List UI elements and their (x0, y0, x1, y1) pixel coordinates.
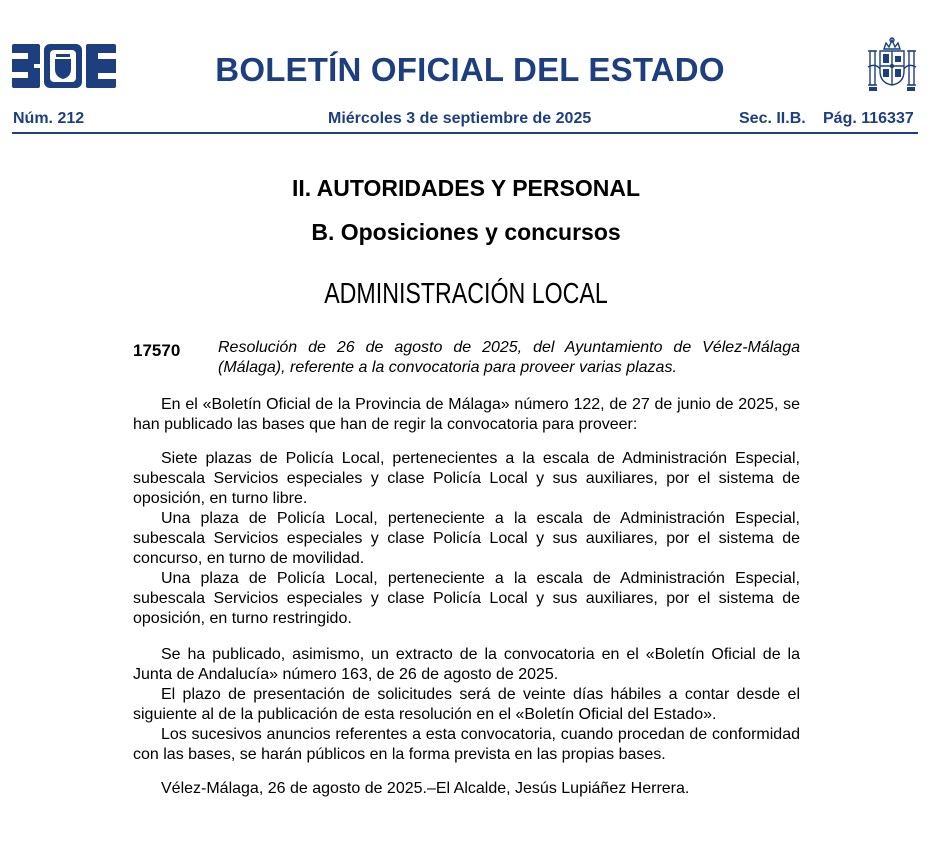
page-number: Pág. 116337 (823, 110, 914, 127)
paragraph-plaza-2: Una plaza de Policía Local, perteneciente a la escala de Administración Especial, subescala Servicios especiales y clase Policía Local y sus auxiliares, por el sistema de concurso, en turno de movilidad. (133, 510, 800, 567)
boe-logo-text: BOE (64, 104, 67, 105)
header-divider (12, 132, 918, 134)
administration-heading: ADMINISTRACIÓN LOCAL (324, 278, 608, 310)
resolution-title: Resolución de 26 de agosto de 2025, del Ayuntamiento de Vélez-Málaga (Málaga), referente a la convocatoria para proveer varias plazas. (218, 339, 800, 376)
boe-logo (12, 44, 116, 105)
masthead-title: BOLETÍN OFICIAL DEL ESTADO (215, 51, 725, 88)
subsection-heading: B. Oposiciones y concursos (311, 219, 621, 245)
paragraph-plaza-1: Siete plazas de Policía Local, pertenecientes a la escala de Administración Especial, subescala Servicios especiales y clase Policía Local y sus auxiliares, por el sistema de oposición, en turno libre. (133, 450, 800, 507)
paragraph-announcements: Los sucesivos anuncios referentes a esta convocatoria, cuando procedan de conformidad con las bases, se harán públicos en la forma prevista en las propias bases. (133, 726, 800, 763)
reference-number: 17570 (133, 341, 181, 360)
paragraph-deadline: El plazo de presentación de solicitudes será de veinte días hábiles a contar desde el siguiente al de la publicación de esta resolución en el «Boletín Oficial del Estado». (133, 686, 800, 723)
paragraph-extract: Se ha publicado, asimismo, un extracto de la convocatoria en el «Boletín Oficial de la Junta de Andalucía» número 163, de 26 de agosto de 2025. (133, 646, 800, 683)
section-code: Sec. II.B. (739, 110, 806, 127)
coat-of-arms-icon (866, 37, 918, 93)
signature-line: Vélez-Málaga, 26 de agosto de 2025.–El Alcalde, Jesús Lupiáñez Herrera. (161, 780, 690, 797)
paragraph-intro: En el «Boletín Oficial de la Provincia de Málaga» número 122, de 27 de junio de 2025, se han publicado las bases que han de regir la convocatoria para proveer: (133, 396, 800, 433)
paragraph-plaza-3: Una plaza de Policía Local, perteneciente a la escala de Administración Especial, subescala Servicios especiales y clase Policía Local y sus auxiliares, por el sistema de oposición, en turno restringido. (133, 570, 800, 627)
section-heading: II. AUTORIDADES Y PERSONAL (291, 175, 641, 201)
issue-date: Miércoles 3 de septiembre de 2025 (328, 110, 592, 127)
issue-number: Núm. 212 (13, 110, 85, 127)
